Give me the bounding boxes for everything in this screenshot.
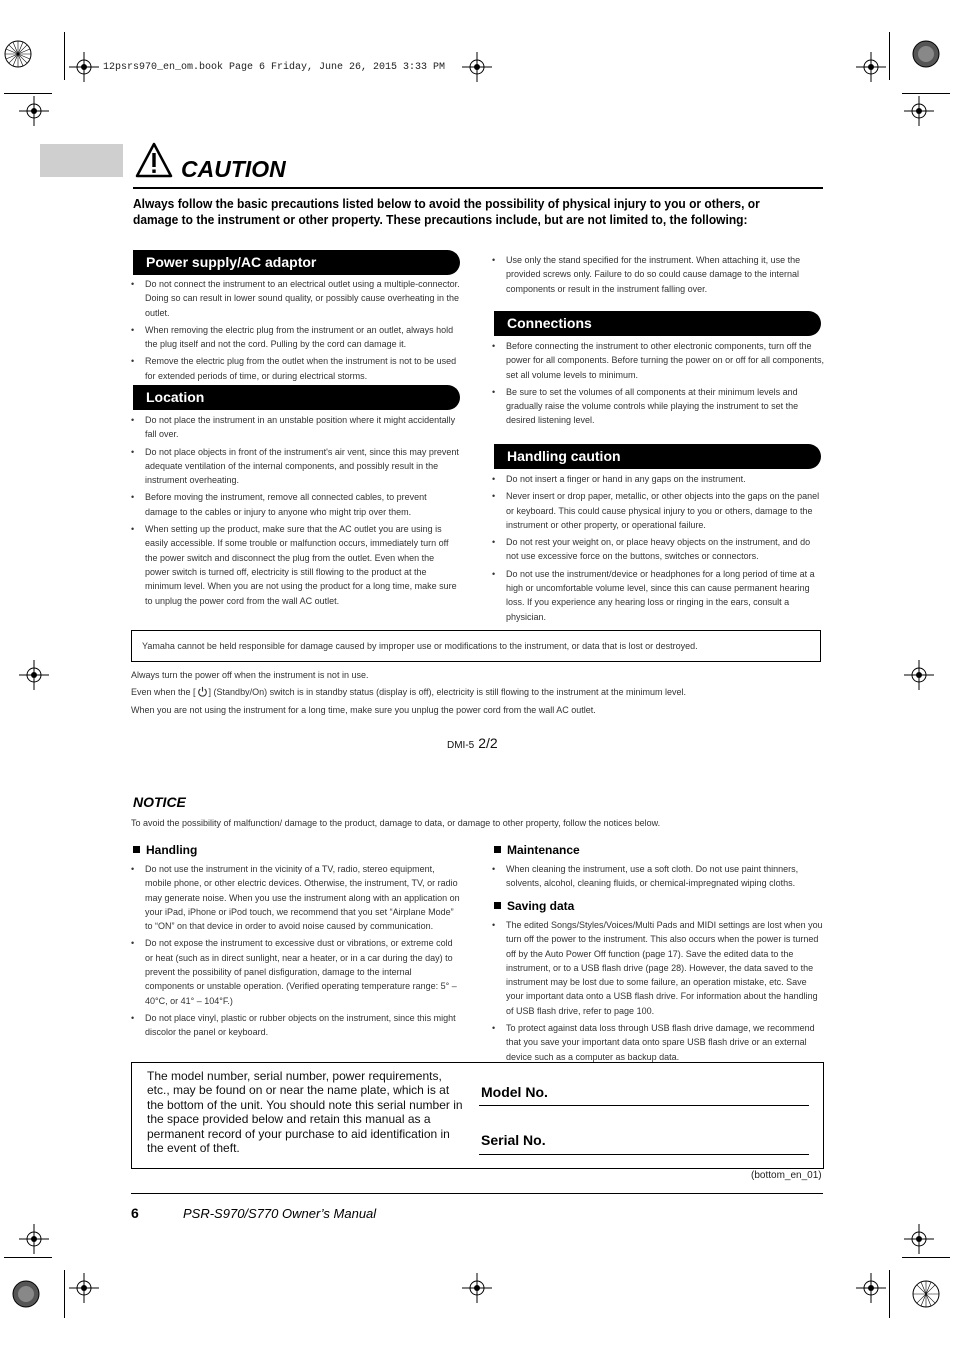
- subheading-handling-label: Handling: [146, 843, 198, 857]
- list-item: • Never insert or drop paper, metallic, or other objects into the gaps on the panel or keyboard. This could cause physical injury to you or others, damage to the instrument or other property, or operational failure.: [492, 489, 824, 532]
- notice-title: NOTICE: [133, 794, 186, 810]
- crosshair-target-icon: [462, 52, 492, 82]
- list-item: • Do not use the instrument/device or headphones for a long period of time at a high or uncomfortable volume level, since this can cause permanent hearing loss. If you experience any hearing loss or ringing in the ears, consult a physician.: [492, 567, 824, 624]
- crosshair-target-icon: [19, 96, 49, 126]
- power-note-3: When you are not using the instrument for a long time, make sure you unplug the power cord from the wall AC outlet.: [131, 705, 596, 715]
- section-tab: [40, 144, 123, 177]
- standby-power-icon: [197, 686, 208, 697]
- list-item: • When removing the electric plug from the instrument or an outlet, always hold the plug itself and not the cord. Pulling by the cord can damage it.: [131, 323, 461, 352]
- subheading-maintenance-label: Maintenance: [507, 843, 580, 857]
- registration-mark-icon: [12, 1280, 40, 1308]
- disclaimer-box: Yamaha cannot be held responsible for damage caused by improper use or modifications to the instrument, or data that is lost or destroyed.: [131, 630, 821, 662]
- serial-number-field[interactable]: [479, 1154, 809, 1155]
- crosshair-target-icon: [856, 52, 886, 82]
- list-item: • Do not expose the instrument to excessive dust or vibrations, or extreme cold or heat (such as in direct sunlight, near a heater, or in a car during the day) to prevent the possibility of panel disfiguration, damage to the internal components or unstable operation. (Verified operating temperature range: 5° – 40°C, or 41° – 104°F.): [131, 936, 463, 1007]
- caution-rule: [133, 187, 823, 189]
- list-item: • When setting up the product, make sure that the AC outlet you are using is easily accessible. If some trouble or malfunction occurs, immediately turn off the power switch and disconnect the plug from the outlet. Even when the power switch is turned off, electricity is still flowing to the product at the minimum level. When you are not using the product for a long time, make sure to unplug the power cord from the wall AC outlet.: [131, 522, 461, 608]
- notice-intro: To avoid the possibility of malfunction/ damage to the product, damage to data, or damage to other property, follow the notices below.: [131, 818, 661, 828]
- subheading-maintenance: [494, 843, 580, 857]
- file-info: 12psrs970_en_om.book Page 6 Friday, June 26, 2015 3:33 PM: [103, 62, 446, 73]
- manual-name: PSR-S970/S770 Owner’s Manual: [183, 1206, 377, 1221]
- notice-saving-list: [492, 918, 824, 1067]
- crosshair-target-icon: [69, 1273, 99, 1303]
- notice-maintenance-list: [492, 862, 824, 894]
- section-heading-power-supply: Power supply/AC adaptor: [133, 250, 460, 275]
- list-item: • Do not rest your weight on, or place heavy objects on the instrument, and do not use excessive force on the buttons, switches or connectors.: [492, 535, 824, 564]
- list-item: • Use only the stand specified for the instrument. When attaching it, use the provided screws only. Failure to do so could cause damage to the internal components or result in the instrument falling over.: [492, 253, 824, 296]
- dmi-page: 2/2: [478, 735, 498, 751]
- list-item: • Do not use the instrument in the vicinity of a TV, radio, stereo equipment, mobile phone, or other electric devices. Otherwise, the instrument, TV, or radio may generate noise. When you use the instrument along with an application on your iPad, iPhone or iPod touch, we recommend that you set “Airplane Mode” to “ON” on that device in order to avoid noise caused by communication.: [131, 862, 463, 933]
- notice-handling-list: [131, 862, 463, 1043]
- model-number-field[interactable]: [479, 1105, 809, 1106]
- subheading-saving-data: [494, 899, 574, 913]
- caution-title: CAUTION: [181, 156, 286, 182]
- stand-list: [492, 253, 824, 299]
- power-note-2: [131, 686, 686, 698]
- registration-mark-icon: [912, 40, 940, 68]
- square-bullet-icon: [494, 902, 501, 909]
- power-supply-list: [131, 277, 461, 386]
- power-note-2-start: Even when the [: [131, 687, 196, 697]
- model-number-label: Model No.: [481, 1084, 548, 1100]
- subheading-handling: [133, 843, 197, 857]
- power-note-2-end: ] (Standby/On) switch is in standby status (display is off), electricity is still flowing to the instrument at the minimum level.: [208, 687, 687, 697]
- bottom-code: (bottom_en_01): [751, 1170, 822, 1181]
- warning-triangle-icon: [135, 142, 173, 178]
- caution-intro: Always follow the basic precautions listed below to avoid the possibility of physical injury to you or others, or damage to the instrument or other property. These precautions include, but are not limited to, the following:: [133, 197, 760, 227]
- crosshair-target-icon: [69, 52, 99, 82]
- crosshair-target-icon: [904, 660, 934, 690]
- list-item: • When cleaning the instrument, use a soft cloth. Do not use paint thinners, solvents, alcohol, cleaning fluids, or chemical-impregnated wiping cloths.: [492, 862, 824, 891]
- square-bullet-icon: [133, 846, 140, 853]
- page-number: 6: [131, 1205, 139, 1221]
- power-note-1: Always turn the power off when the instrument is not in use.: [131, 670, 369, 680]
- list-item: • Do not insert a finger or hand in any gaps on the instrument.: [492, 472, 824, 486]
- list-item: • To protect against data loss through USB flash drive damage, we recommend that you save your important data onto spare USB flash drive or an external device such as a computer as backup data.: [492, 1021, 824, 1064]
- location-list: [131, 413, 461, 611]
- section-heading-handling-caution: Handling caution: [494, 444, 821, 469]
- list-item: • The edited Songs/Styles/Voices/Multi Pads and MIDI settings are lost when you turn off the power to the instrument. This also occurs when the power is turned off by the Auto Power Off function (page 17). Save the edited data to the instrument, or to a USB flash drive (page 28). However, the data saved to the instrument may be lost due to some failure, an operation mistake, etc. Save your important data onto a USB flash drive. For information about the handling of USB flash drive, refer to page 100.: [492, 918, 824, 1018]
- model-serial-box: [131, 1062, 824, 1169]
- subheading-saving-data-label: Saving data: [507, 899, 575, 913]
- section-heading-connections: Connections: [494, 311, 821, 336]
- model-info-text: The model number, serial number, power requirements, etc., may be found on or near the name plate, which is at the bottom of the unit. You should note this serial number in the space provided below and retain this manual as a permanent record of your purchase to aid identification in the event of theft.: [147, 1069, 463, 1156]
- registration-mark-icon: [912, 1280, 940, 1308]
- crosshair-target-icon: [904, 96, 934, 126]
- square-bullet-icon: [494, 846, 501, 853]
- registration-mark-icon: [4, 40, 32, 68]
- crosshair-target-icon: [856, 1273, 886, 1303]
- list-item: • Do not connect the instrument to an electrical outlet using a multiple-connector. Doing so can result in lower sound quality, or possibly cause overheating in the outlet.: [131, 277, 461, 320]
- list-item: • Do not place vinyl, plastic or rubber objects on the instrument, since this might discolor the panel or keyboard.: [131, 1011, 463, 1040]
- list-item: • Before connecting the instrument to other electronic components, turn off the power for all components. Before turning the power on or off for all components, set all volume levels to minimum.: [492, 339, 824, 382]
- list-item: • Do not place objects in front of the instrument's air vent, since this may prevent adequate ventilation of the internal components, and possibly result in the instrument overheating.: [131, 445, 461, 488]
- list-item: • Do not place the instrument in an unstable position where it might accidentally fall over.: [131, 413, 461, 442]
- dmi-code-label: DMI-5: [447, 740, 475, 751]
- list-item: • Remove the electric plug from the outlet when the instrument is not to be used for extended periods of time, or during electrical storms.: [131, 354, 461, 383]
- serial-number-label: Serial No.: [481, 1132, 546, 1148]
- crosshair-target-icon: [19, 1224, 49, 1254]
- dmi-code: [447, 735, 498, 751]
- list-item: • Be sure to set the volumes of all components at their minimum levels and gradually raise the volume controls while playing the instrument to set the desired listening level.: [492, 385, 824, 428]
- section-heading-location: Location: [133, 385, 460, 410]
- crosshair-target-icon: [904, 1224, 934, 1254]
- handling-caution-list: [492, 472, 824, 627]
- connections-list: [492, 339, 824, 431]
- caution-header: [133, 142, 823, 188]
- footer-rule: [131, 1193, 823, 1194]
- crosshair-target-icon: [462, 1273, 492, 1303]
- list-item: • Before moving the instrument, remove all connected cables, to prevent damage to the cables or injury to anyone who might trip over them.: [131, 490, 461, 519]
- crosshair-target-icon: [19, 660, 49, 690]
